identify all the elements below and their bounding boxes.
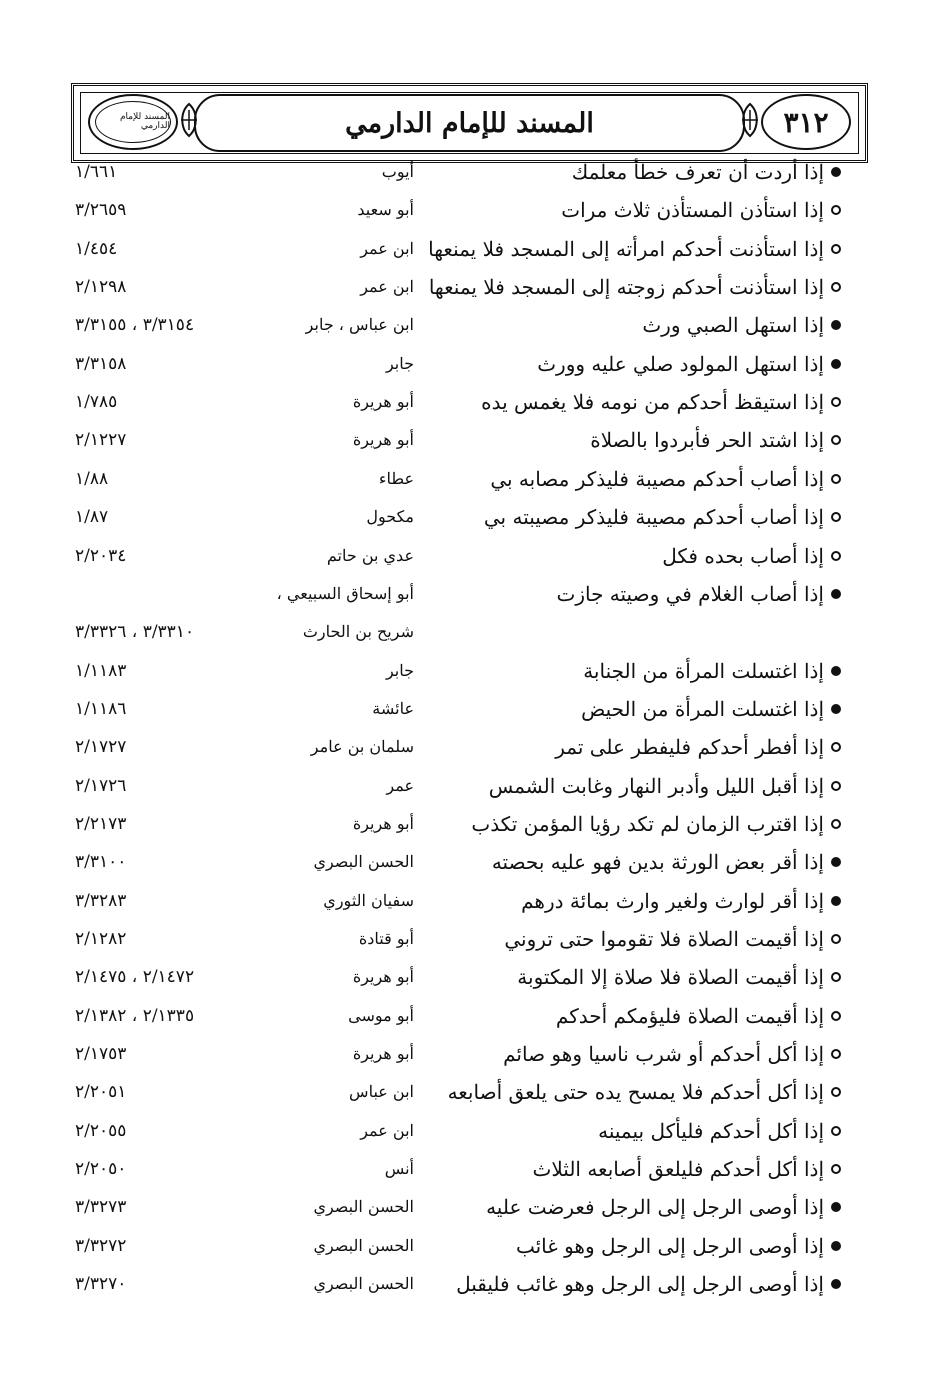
index-entry [0,384,939,420]
hadith-incipit [429,269,841,305]
narrator-name: أبو موسى [348,1005,414,1025]
narrator-name: ابن عمر [360,238,414,258]
hollow-bullet-icon [831,972,841,982]
index-entry [0,192,939,228]
hadith-text: إذا أوصى الرجل إلى الرجل فعرضت عليه [486,1195,824,1220]
hadith-text: إذا اغتسلت المرأة من الحيض [581,696,824,721]
index-entry [0,576,939,612]
index-entry [0,1228,939,1264]
narrator-name: أبو هريرة [352,813,414,833]
hadith-text: إذا استأذنت أحدكم زوجته إلى المسجد فلا يمنعها [428,275,824,300]
book-title: المسند للإمام الدارمي [345,107,594,139]
hadith-incipit [556,998,841,1034]
hadith-text: إذا اقترب الزمان لم تكد رؤيا المؤمن تكذب [471,811,824,836]
hadith-text: إذا أردت أن تعرف خطأ معلمك [571,160,824,184]
narrator-name: الحسن البصري [313,1274,414,1294]
hollow-bullet-icon [831,551,841,561]
filled-bullet-icon [831,857,841,867]
hadith-text: إذا أقبل الليل وأدبر النهار وغابت الشمس [488,773,824,798]
index-entry [0,346,939,382]
hollow-bullet-icon [831,742,841,752]
hadith-incipit [662,538,841,574]
volume-hadith-ref: ٢/١٧٢٦ [75,775,127,796]
filled-bullet-icon [831,1241,841,1251]
filled-bullet-icon [831,896,841,906]
volume-hadith-ref: ٢/٢٠٣٤ [75,545,127,566]
hadith-text: إذا أقر بعض الورثة بدين فهو عليه بحصته [491,850,824,875]
volume-hadith-ref: ٣/٣٢٧٠ [75,1274,127,1295]
hadith-text: إذا أكل أحدكم فلا يمسح يده حتى يلعق أصابعه [447,1080,824,1105]
narrator-name: جابر [385,353,414,373]
narrator-name: أبو سعيد [357,200,414,220]
index-entry [0,154,939,190]
volume-hadith-ref: ٣/٣٣١٠ ، ٣/٣٣٢٦ [75,622,195,643]
index-entry [0,806,939,842]
index-entry [0,1113,939,1149]
narrator-name: سلمان بن عامر [310,737,414,757]
index-entry [0,307,939,343]
hadith-incipit [503,1036,841,1072]
hadith-incipit [557,576,842,612]
filled-bullet-icon [831,167,841,177]
volume-hadith-ref: ٣/٣١٠٠ [75,852,127,873]
hadith-incipit [481,384,841,420]
narrator-name: أيوب [381,162,414,181]
index-entry [0,499,939,535]
volume-hadith-ref: ١/١١٨٦ [75,698,127,719]
filled-bullet-icon [831,320,841,330]
hadith-incipit [489,768,841,804]
hollow-bullet-icon [831,781,841,791]
hadith-incipit [583,653,841,689]
hadith-incipit [428,231,841,267]
hadith-text: إذا أكل أحدكم فليأكل بيمينه [598,1118,824,1143]
hadith-text: إذا أوصى الرجل إلى الرجل وهو غائب [515,1233,824,1258]
index-entry [0,1036,939,1072]
hollow-bullet-icon [831,1126,841,1136]
index-entry [0,921,939,957]
narrator-name: مكحول [366,507,414,527]
volume-hadith-ref: ١/١١٨٣ [75,660,127,681]
volume-hadith-ref: ٣/٣١٥٨ [75,353,127,374]
index-entry [0,1151,939,1187]
hollow-bullet-icon [831,397,841,407]
index-entry [0,231,939,267]
volume-hadith-ref: ٢/١٧٢٧ [75,737,127,758]
hadith-incipit [517,959,841,995]
hollow-bullet-icon [831,244,841,254]
index-entry [0,998,939,1034]
hadith-incipit [456,1266,841,1302]
filled-bullet-icon [831,359,841,369]
hollow-bullet-icon [831,205,841,215]
hadith-incipit [492,844,841,880]
index-entry [0,1074,939,1110]
volume-hadith-ref: ٣/٣١٥٤ ، ٣/٣١٥٥ [75,315,195,336]
hollow-bullet-icon [831,1011,841,1021]
volume-hadith-ref: ١/٧٨٥ [75,392,118,413]
hadith-text: إذا استهل الصبي ورث [642,313,824,338]
narrator-name: أبو هريرة [352,430,414,450]
hadith-incipit [555,729,841,765]
volume-hadith-ref: ١/٤٥٤ [75,238,118,259]
hadith-text: إذا أكل أحدكم أو شرب ناسيا وهو صائم [503,1042,824,1067]
hadith-text: إذا أوصى الرجل إلى الرجل وهو غائب فليقبل [456,1272,824,1297]
hadith-incipit [642,307,841,343]
hadith-incipit [521,883,841,919]
index-entry [0,768,939,804]
index-entry [0,269,939,305]
hadith-incipit [572,154,841,190]
index-entry [0,959,939,995]
narrator-name: عدي بن حاتم [326,545,414,565]
hadith-incipit [490,461,841,497]
hadith-text: إذا اغتسلت المرأة من الجنابة [583,658,824,683]
narrator-name: جابر [385,660,414,680]
hollow-bullet-icon [831,1049,841,1059]
narrator-name: أنس [384,1159,414,1179]
filled-bullet-icon [831,666,841,676]
hollow-bullet-icon [831,282,841,292]
hadith-text: إذا أصاب الغلام في وصيته جازت [556,581,824,606]
narrator-name: سفيان الثوري [323,890,414,910]
narrator-name: الحسن البصري [313,1197,414,1217]
hollow-bullet-icon [831,934,841,944]
narrator-name: أبو إسحاق السبيعي ، [276,583,414,603]
hadith-incipit [516,1228,841,1264]
hadith-text: إذا أقيمت الصلاة فليؤمكم أحدكم [555,1003,824,1028]
hollow-bullet-icon [831,435,841,445]
hadith-text: إذا اشتد الحر فأبردوا بالصلاة [590,428,824,453]
volume-hadith-ref: ٢/٢٠٥٥ [75,1120,127,1141]
volume-hadith-ref: ٢/٢١٧٣ [75,813,127,834]
narrator-name: أبو هريرة [352,1044,414,1064]
volume-hadith-ref: ٢/٢٠٥٠ [75,1159,127,1180]
index-entry [0,1266,939,1302]
volume-hadith-ref: ٣/٣٢٨٣ [75,890,127,911]
volume-hadith-ref: ٣/٢٦٥٩ [75,200,127,221]
hollow-bullet-icon [831,512,841,522]
volume-hadith-ref: ٣/٣٢٧٣ [75,1197,127,1218]
hadith-text: إذا أقيمت الصلاة فلا صلاة إلا المكتوبة [517,965,824,990]
hadith-text: إذا أصاب بحده فكل [662,543,824,568]
volume-hadith-ref: ١/٨٧ [75,507,109,528]
volume-hadith-ref: ٢/١٧٥٣ [75,1044,127,1065]
index-entry [0,614,939,650]
narrator-name: شريح بن الحارث [302,622,414,642]
filled-bullet-icon [831,589,841,599]
hollow-bullet-icon [831,1087,841,1097]
hadith-incipit [486,1189,841,1225]
narrator-name: عمر [386,775,414,795]
volume-hadith-ref: ٣/٣٢٧٢ [75,1235,127,1256]
narrator-name: ابن عباس ، جابر [305,315,414,335]
hadith-text: إذا استأذن المستأذن ثلاث مرات [561,198,824,223]
narrator-name: الحسن البصري [313,1235,414,1255]
index-entry [0,729,939,765]
hadith-incipit [598,1113,841,1149]
filled-bullet-icon [831,1279,841,1289]
index-entry [0,538,939,574]
hadith-text: إذا أقيمت الصلاة فلا تقوموا حتى تروني [504,927,824,951]
index-entry [0,653,939,689]
index-entry [0,691,939,727]
narrator-name: أبو قتادة [358,929,414,948]
hollow-bullet-icon [831,474,841,484]
hadith-incipit [533,1151,841,1187]
narrator-name: ابن عباس [349,1082,414,1102]
volume-hadith-ref: ٢/١٣٣٥ ، ٢/١٣٨٢ [75,1005,195,1026]
narrator-name: ابن عمر [360,1120,414,1140]
hadith-incipit [504,921,841,957]
volume-hadith-ref: ٢/١٤٧٢ ، ٢/١٤٧٥ [75,967,195,988]
hadith-text: إذا أكل أحدكم فليلعق أصابعه الثلاث [532,1157,824,1182]
hadith-text: إذا استهل المولود صلي عليه وورث [537,351,824,376]
volume-hadith-ref: ٢/١٢٨٢ [75,929,127,949]
narrator-name: عائشة [372,698,414,718]
narrator-name: ابن عمر [360,277,414,297]
index-entry [0,1189,939,1225]
filled-bullet-icon [831,1202,841,1212]
hadith-text: إذا استيقظ أحدكم من نومه فلا يغمس يده [481,390,824,415]
volume-hadith-ref: ٢/١٢٩٨ [75,277,127,298]
hadith-incipit [537,346,841,382]
hadith-incipit [484,499,841,535]
narrator-name: أبو هريرة [352,967,414,987]
hadith-text: إذا أقر لوارث ولغير وارث بمائة درهم [521,888,824,913]
hadith-incipit [471,806,841,842]
hadith-text: إذا استأذنت أحدكم امرأته إلى المسجد فلا يمنعها [428,236,824,261]
hadith-incipit [581,691,841,727]
index-entry [0,422,939,458]
hadith-text: إذا أصاب أحدكم مصيبة فليذكر مصابه بي [490,466,824,491]
volume-hadith-ref: ٢/٢٠٥١ [75,1082,127,1103]
hadith-incipit [448,1074,841,1110]
hadith-text: إذا أصاب أحدكم مصيبة فليذكر مصيبته بي [483,505,824,530]
narrator-name: عطاء [378,468,414,488]
page-number: ٣١٢ [761,94,851,150]
hollow-bullet-icon [831,819,841,829]
narrator-name: أبو هريرة [352,392,414,412]
volume-hadith-ref: ٢/١٢٢٧ [75,430,127,451]
volume-hadith-ref: ١/٨٨ [75,468,109,489]
index-entry [0,844,939,880]
hollow-bullet-icon [831,1164,841,1174]
seal-text: المسند للإمام الدارمي [95,101,171,143]
index-entry [0,461,939,497]
narrator-name: الحسن البصري [313,852,414,872]
hadith-incipit [590,422,841,458]
filled-bullet-icon [831,704,841,714]
volume-hadith-ref: ١/٦٦١ [75,162,118,182]
hadith-text: إذا أفطر أحدكم فليفطر على تمر [555,735,824,760]
index-entry [0,883,939,919]
hadith-incipit [561,192,841,228]
